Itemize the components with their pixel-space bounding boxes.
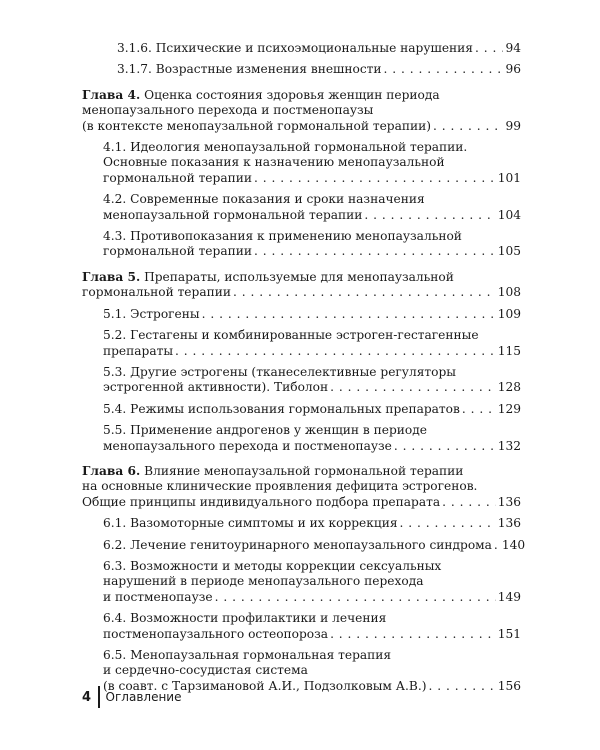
dot-leader (330, 627, 496, 642)
toc-entry-text (103, 574, 423, 588)
toc-entry-text (82, 479, 477, 493)
toc-entry-title: 4.1. Идеология менопаузальной гормональной терапии. (103, 140, 468, 155)
toc-entry-title: постменопаузального остеопороза (103, 626, 329, 641)
toc-entry-text (103, 155, 445, 169)
toc-entry-title: менопаузального перехода и постменопаузе (103, 438, 392, 453)
toc-entry-line (82, 119, 521, 134)
table-of-contents (82, 41, 526, 694)
toc-entry-line (82, 464, 521, 479)
toc-entry-text (103, 439, 392, 454)
toc-entry-title: 4.2. Современные показания и сроки назначения (103, 192, 425, 207)
toc-page-number: 108 (497, 285, 521, 300)
toc-entry-text (103, 328, 479, 342)
toc-entry-line (103, 559, 521, 574)
toc-entry-title: 6.3. Возможности и методы коррекции сексуальных (103, 558, 442, 573)
toc-entry-line (103, 516, 521, 531)
toc-entry-line (82, 479, 521, 494)
dot-leader (330, 380, 496, 395)
toc-entry-title: 6.5. Менопаузальная гормональная терапия (103, 648, 392, 662)
toc-entry-line (103, 244, 521, 259)
toc-chapter-entry[interactable] (82, 270, 521, 301)
toc-entry-title: 5.2. Гестагены и комбинированные эстроген-гестагенные (103, 328, 479, 343)
toc-entry-title: (в соавт. с Тарзимановой А.И., Подзолковым А.В.) (103, 678, 427, 693)
toc-chapter-entry[interactable] (82, 88, 521, 134)
chapter-label: Глава 5. (82, 269, 141, 284)
toc-entry-line (82, 103, 521, 118)
toc-entry-text (103, 402, 460, 417)
toc-entry-text (103, 365, 456, 379)
toc-entry-title: эстрогенной активности). Тиболон (103, 380, 329, 395)
dot-leader (254, 244, 496, 259)
toc-section-entry[interactable] (82, 229, 521, 260)
toc-entry-text (103, 663, 308, 677)
toc-entry-text (117, 41, 473, 56)
toc-entry-title: 5.5. Применение андрогенов у женщин в периоде (103, 423, 427, 438)
toc-entry-line (103, 307, 521, 322)
toc-entry-title: препараты (103, 343, 174, 358)
toc-entry-text (103, 192, 425, 206)
toc-entry-line (103, 423, 521, 438)
dot-leader (494, 538, 500, 553)
toc-entry-title: 5.4. Режимы использования гормональных препаратов (103, 401, 460, 416)
toc-section-entry[interactable] (82, 611, 521, 642)
toc-entry-text (103, 423, 427, 437)
toc-page-number: 129 (497, 401, 521, 416)
toc-entry-line (103, 663, 521, 678)
toc-page-number: 136 (497, 494, 521, 509)
toc-page-number: 132 (497, 438, 521, 453)
toc-entry-title: 5.1. Эстрогены (103, 306, 200, 321)
toc-entry-title: 4.3. Противопоказания к применению менопаузальной (103, 229, 462, 244)
toc-entry-title: (в контексте менопаузальной гормональной терапии) (82, 118, 431, 133)
toc-entry-text (82, 119, 431, 134)
toc-entry-line (103, 328, 521, 343)
toc-entry-line (103, 155, 521, 170)
toc-entry-title: нарушений в периоде менопаузального перехода (103, 574, 424, 589)
toc-entry-title: гормональной терапии (103, 244, 252, 259)
page-number: 4 (82, 689, 92, 705)
toc-entry-text (82, 285, 231, 300)
toc-section-entry[interactable] (82, 140, 521, 186)
toc-entry-text (103, 648, 391, 662)
toc-section-entry[interactable] (82, 328, 521, 359)
dot-leader (442, 495, 496, 510)
toc-entry-title: 5.3. Другие эстрогены (тканеселективные регуляторы (103, 364, 456, 379)
dot-leader (233, 285, 496, 300)
toc-section-entry[interactable] (82, 62, 521, 77)
toc-entry-text (103, 380, 328, 395)
toc-entry-title: 3.1.6. Психические и психоэмоциональные нарушения (117, 41, 473, 55)
toc-page-number: 96 (505, 62, 521, 77)
toc-page-number: 156 (497, 678, 521, 693)
dot-leader (202, 307, 496, 322)
running-head: Оглавление (105, 690, 182, 704)
toc-entry-title: гормональной терапии (103, 170, 252, 185)
toc-entry-line (103, 229, 521, 244)
toc-page-number: 136 (497, 516, 521, 531)
dot-leader (428, 679, 495, 694)
toc-entry-title: на основные клинические проявления дефицита эстрогенов. (82, 479, 478, 494)
toc-section-entry[interactable] (82, 537, 526, 553)
toc-entry-text (103, 171, 252, 186)
toc-entry-title: 6.4. Возможности профилактики и лечения (103, 611, 387, 626)
toc-entry-line (82, 88, 521, 103)
toc-entry-title: Основные показания к назначению менопаузальной (103, 155, 445, 170)
dot-leader (475, 41, 503, 56)
toc-entry-line (103, 344, 521, 359)
dot-leader (254, 171, 496, 186)
toc-entry-title: и постменопаузе (103, 589, 213, 604)
chapter-label: Глава 4. (82, 87, 141, 102)
toc-entry-title: и сердечно-сосудистая система (103, 663, 308, 678)
toc-section-entry[interactable] (82, 365, 521, 396)
toc-page-number: 151 (497, 626, 521, 641)
toc-entry-text (103, 229, 462, 243)
toc-entry-line (103, 208, 521, 223)
toc-page-number: 105 (497, 244, 521, 259)
toc-entry-line (103, 627, 521, 642)
dot-leader (400, 516, 496, 531)
toc-entry-text (103, 538, 492, 553)
toc-entry-line (82, 495, 521, 510)
toc-section-entry[interactable] (82, 41, 521, 56)
toc-entry-line (103, 648, 521, 663)
toc-entry-text (103, 140, 467, 154)
toc-entry-text (103, 627, 328, 642)
toc-page-number: 140 (501, 537, 526, 552)
toc-entry-line (103, 380, 521, 395)
toc-entry-text (82, 103, 373, 117)
toc-entry-text (103, 611, 386, 625)
toc-entry-line (103, 365, 521, 380)
toc-entry-text (103, 590, 213, 605)
dot-leader (175, 344, 496, 359)
toc-entry-text (103, 559, 441, 573)
toc-entry-text (103, 307, 200, 322)
toc-entry-text (103, 344, 173, 359)
toc-entry-title: 6.2. Лечение генитоуринарного менопаузального синдрома (103, 537, 492, 552)
toc-entry-text (82, 270, 454, 284)
toc-entry-line (117, 62, 521, 77)
dot-leader (364, 208, 495, 223)
toc-entry-title: Влияние менопаузальной гормональной терапии (144, 463, 464, 478)
toc-section-entry[interactable] (82, 402, 521, 417)
dot-leader (433, 119, 504, 134)
toc-section-entry[interactable] (82, 559, 521, 605)
toc-page-number: 149 (497, 589, 521, 604)
toc-entry-title: Препараты, используемые для менопаузальной (144, 269, 454, 284)
toc-entry-title: менопаузального перехода и постменопаузы (82, 103, 374, 118)
toc-entry-line (103, 439, 521, 454)
toc-entry-title: 3.1.7. Возрастные изменения внешности (117, 62, 382, 77)
toc-entry-text (103, 516, 398, 531)
toc-entry-line (82, 270, 521, 285)
dot-leader (384, 62, 504, 77)
toc-entry-line (103, 402, 521, 417)
page-footer (82, 686, 181, 708)
toc-page-number: 101 (497, 170, 521, 185)
toc-entry-line (103, 611, 521, 626)
toc-section-entry[interactable] (82, 516, 521, 531)
toc-section-entry[interactable] (82, 307, 521, 322)
toc-entry-title: менопаузальной гормональной терапии (103, 207, 363, 222)
toc-page-number: 99 (505, 118, 521, 133)
toc-entry-text (82, 88, 440, 102)
dot-leader (462, 402, 496, 417)
toc-entry-text (82, 464, 463, 478)
toc-entry-line (103, 590, 521, 605)
toc-entry-title: 6.1. Вазомоторные симптомы и их коррекция (103, 516, 398, 531)
toc-entry-line (82, 285, 521, 300)
toc-entry-title: Оценка состояния здоровья женщин периода (144, 87, 440, 102)
footer-divider (98, 686, 100, 708)
toc-entry-text (103, 208, 362, 223)
toc-entry-line (117, 41, 521, 56)
dot-leader (215, 590, 496, 605)
toc-entry-line (103, 537, 526, 553)
toc-entry-text (103, 244, 252, 259)
toc-entry-title: Общие принципы индивидуального подбора препарата (82, 494, 441, 509)
toc-section-entry[interactable] (82, 423, 521, 454)
toc-entry-line (103, 140, 521, 155)
toc-entry-text (82, 495, 440, 510)
toc-page-number: 115 (497, 343, 521, 358)
toc-page-number: 128 (497, 380, 521, 395)
toc-entry-title: гормональной терапии (82, 285, 231, 300)
dot-leader (394, 439, 496, 454)
toc-page-number: 94 (505, 41, 521, 55)
toc-entry-line (103, 171, 521, 186)
toc-entry-text (117, 62, 382, 77)
toc-entry-line (103, 192, 521, 207)
toc-page-number: 104 (497, 207, 521, 222)
toc-section-entry[interactable] (82, 192, 521, 223)
toc-entry-line (103, 574, 521, 589)
toc-page-number: 109 (497, 306, 521, 321)
chapter-label: Глава 6. (82, 463, 141, 478)
toc-chapter-entry[interactable] (82, 464, 521, 510)
